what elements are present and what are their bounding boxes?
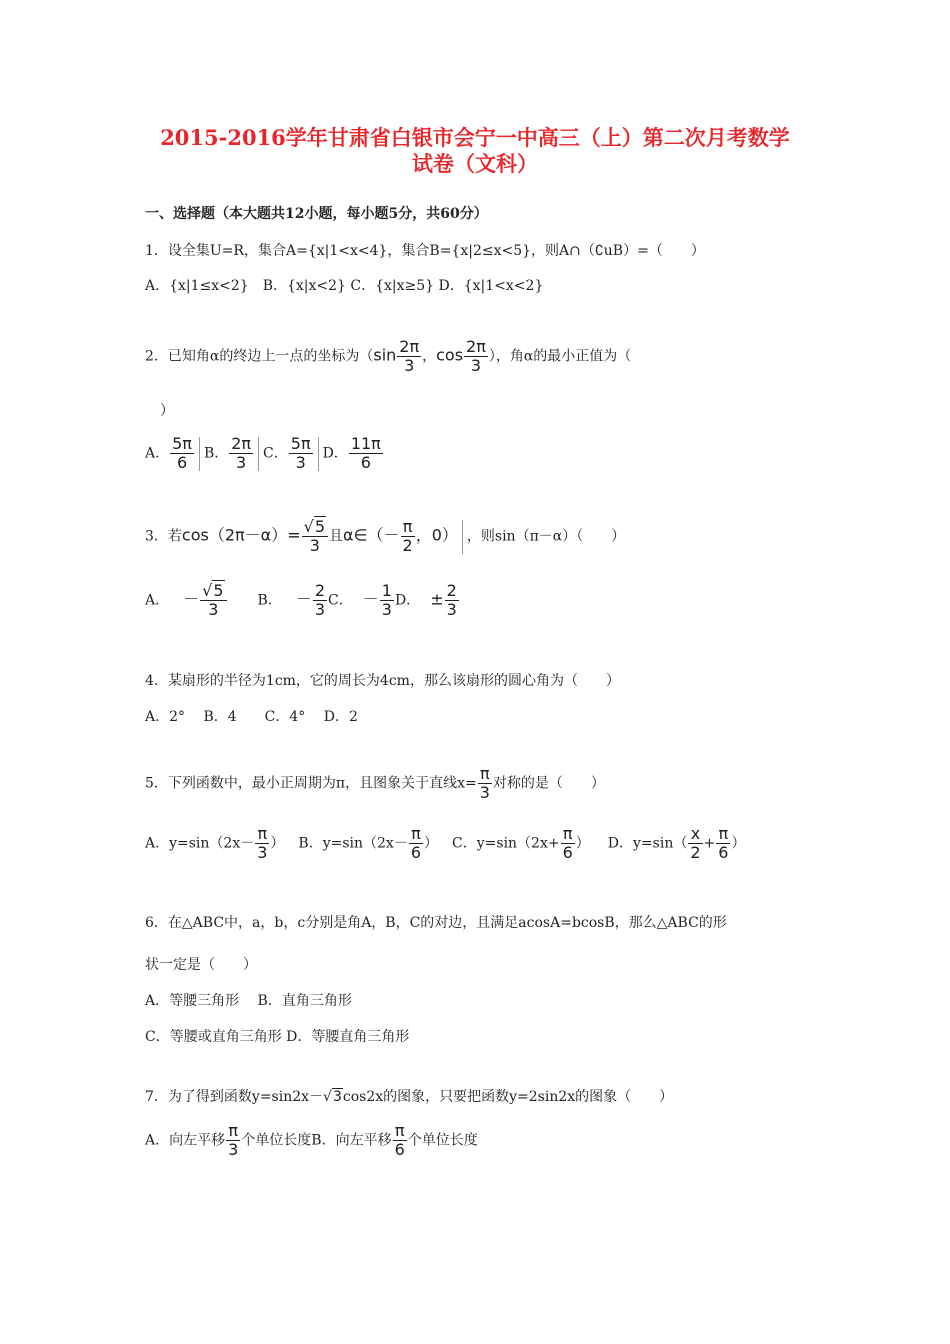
q7-stem-a: 7．为了得到函数y=sin2x－ (145, 1089, 324, 1105)
q2-opt-a-fraction: $\frac{5\pi}{6}$ (172, 434, 192, 472)
q5-opt-d: D．y=sin（ (607, 835, 688, 852)
question-7-stem (145, 1086, 673, 1106)
q2-comma: ， (422, 348, 437, 365)
q5-opt-d-fraction-pi: $\frac{\pi}{6}$ (718, 824, 729, 862)
q2-stem-a: 2．已知角α的终边上一点的坐标为（ (145, 348, 374, 365)
q2-opt-c-label: C． (263, 445, 288, 462)
q7-opt-a-fraction: $\frac{\pi}{3}$ (228, 1121, 239, 1159)
q7-stem-b: cos2x的图象，只要把函数y=2sin2x的图象（ ） (342, 1089, 674, 1105)
question-3-options (145, 582, 460, 619)
question-6-stem-line2: 状一定是（ ） (145, 957, 257, 973)
question-4-stem: 4．某扇形的半径为1cm，它的周长为4cm，那么该扇形的圆心角为（ ） (145, 673, 620, 689)
divider (462, 520, 463, 554)
q2-opt-c-fraction: $\frac{5\pi}{3}$ (290, 434, 311, 472)
q5-opt-c-close: ） (575, 835, 590, 852)
q2-fraction: $\frac{2\pi}{3}$ (466, 337, 486, 375)
q3-opt-c-label: C． (328, 592, 353, 609)
q3-alpha-in: α∈（－ (343, 525, 400, 545)
question-7-options (145, 1122, 478, 1159)
question-1-stem: 1．设全集U=R，集合A={x|1<x<4}，集合B={x|2≤x<5}，则A∩（∁uB）=（ ） (145, 243, 705, 259)
q3-opt-d-label: D． (394, 592, 421, 609)
q3-opt-a-label: A． (145, 592, 170, 609)
q5-opt-d-fraction-x: $\frac{x}{2}$ (690, 824, 701, 862)
question-3-stem (145, 518, 625, 555)
divider (199, 437, 200, 471)
q7-opt-b-fraction: $\frac{\pi}{6}$ (394, 1121, 405, 1159)
section-heading: 一、选择题（本大题共12小题，每小题5分，共60分） (145, 206, 488, 222)
question-6-options-line1: A．等腰三角形 B．直角三角形 (145, 993, 352, 1009)
q3-neg: － (295, 589, 312, 609)
q5-stem-b: 对称的是（ ） (492, 775, 605, 792)
divider (258, 437, 259, 471)
question-5-options (145, 825, 745, 862)
q5-opt-c: C．y=sin（2x+ (452, 835, 560, 852)
q5-opt-a-fraction: $\frac{\pi}{3}$ (257, 824, 268, 862)
q5-opt-b-close: ） (424, 835, 439, 852)
q7-sqrt3: √3 (323, 1089, 342, 1105)
q3-cos-expr: cos（2π－α）= (181, 525, 301, 545)
question-6-stem-line1: 6．在△ABC中，a，b，c分别是角A，B，C的对边，且满足acosA=bcosB，那么△ABC的形 (145, 915, 727, 931)
question-5-stem (145, 765, 605, 802)
q3-opt-c-fraction: $\frac{1}{3}$ (381, 581, 392, 619)
q2-opt-a-label: A． (145, 445, 170, 462)
q5-fraction: $\frac{\pi}{3}$ (479, 764, 490, 802)
question-2-options (145, 435, 384, 472)
q3-neg: － (362, 589, 379, 609)
q3-sqrt5-fraction: $\frac{√5}{3}$ (302, 518, 328, 555)
q5-opt-a: A．y=sin（2x－ (145, 835, 255, 852)
q2-cos: cos (436, 345, 464, 365)
q7-opt-b-post: 个单位长度 (407, 1132, 478, 1149)
q2-opt-d-fraction: $\frac{11\pi}{6}$ (350, 434, 381, 472)
q5-opt-a-close: ） (270, 835, 285, 852)
q5-opt-b-fraction: $\frac{\pi}{6}$ (410, 824, 422, 862)
q2-opt-b-label: B． (203, 445, 229, 462)
q3-stem-a: 3．若 (145, 528, 182, 545)
q3-opt-b-label: B． (257, 592, 282, 609)
q5-opt-b: B．y=sin（2x－ (298, 835, 408, 852)
q2-opt-b-fraction: $\frac{2\pi}{3}$ (231, 434, 252, 472)
divider (318, 437, 319, 471)
q2-stem-b: ），角α的最小正值为（ (488, 348, 632, 365)
q3-neg: － (183, 589, 200, 609)
exam-title-line1: 2015-2016学年甘肃省白银市会宁一中高三（上）第二次月考数学 (160, 125, 790, 150)
exam-title-line2: 试卷（文科） (412, 151, 538, 176)
q7-opt-a: A．向左平移 (145, 1132, 226, 1149)
q3-opt-a-fraction: $\frac{√5}{3}$ (200, 582, 226, 619)
q5-opt-d-plus: + (703, 835, 716, 852)
q3-pi-half-fraction: $\frac{\pi}{2}$ (402, 517, 413, 555)
question-6-options-line2: C．等腰或直角三角形 D．等腰直角三角形 (145, 1029, 410, 1045)
q3-opt-b-fraction: $\frac{2}{3}$ (314, 581, 326, 619)
q3-opt-d-fraction: $\frac{2}{3}$ (446, 581, 457, 619)
question-2-stem (145, 338, 631, 375)
q2-fraction: $\frac{2\pi}{3}$ (399, 337, 420, 375)
q3-stem-b: ，则sin（π－α）（ ） (466, 528, 626, 545)
q3-pm: ± (430, 589, 444, 609)
q3-qie: 且 (329, 528, 344, 545)
q3-zero: ，0） (415, 525, 458, 545)
q5-opt-d-close: ） (731, 835, 746, 852)
q5-opt-c-fraction: $\frac{\pi}{6}$ (562, 824, 573, 862)
question-4-options: A．2° B．4 C．4° D．2 (145, 709, 358, 725)
q2-opt-d-label: D． (322, 445, 348, 462)
q2-sin: sin (373, 345, 397, 365)
question-2-stem-end: ） (160, 403, 174, 419)
question-1-options: A．{x|1≤x<2} B．{x|x<2} C．{x|x≥5} D．{x|1<x<2} (145, 278, 544, 294)
q7-opt-a-post: 个单位长度B．向左平移 (241, 1132, 392, 1149)
q5-stem-a: 5．下列函数中，最小正周期为π，且图象关于直线x= (145, 775, 477, 792)
